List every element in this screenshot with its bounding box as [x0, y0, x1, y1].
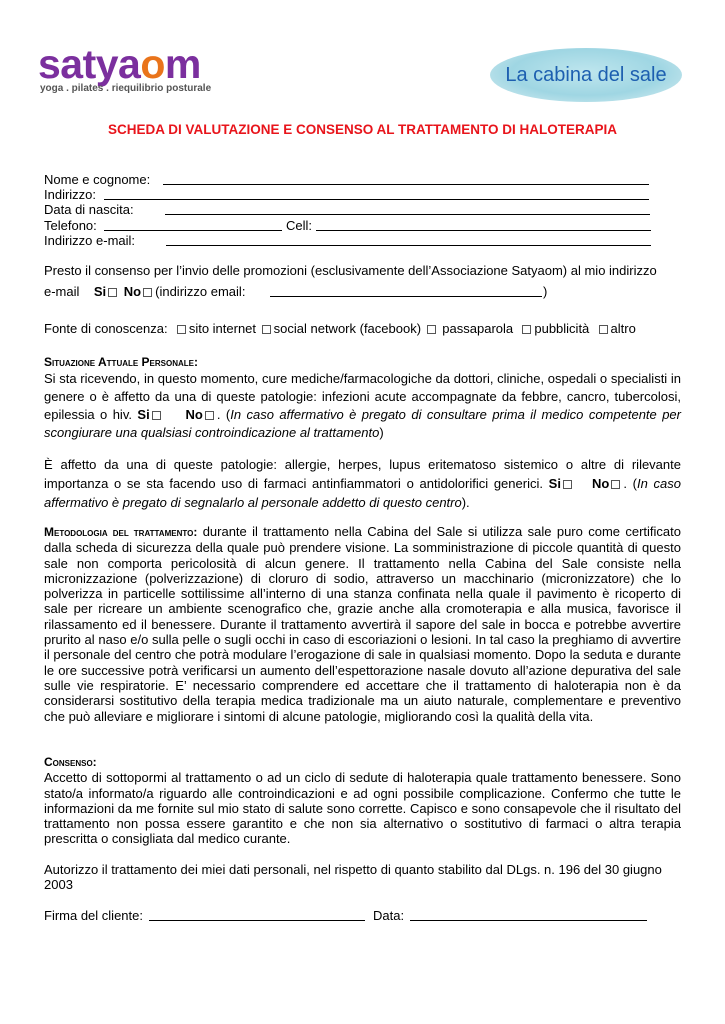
cabina-logo [490, 48, 682, 102]
promo-close-paren: ) [543, 284, 548, 299]
fonte-checkbox[interactable] [599, 325, 608, 334]
patologie-text: È affetto da una di queste patologie: allergie, herpes, lupus eritematoso sistemico o altre di rilevante importanza o se sta facendo uso di farmaci antinfiammatori o antidolorifici generici. [44, 457, 681, 491]
nascita-field[interactable] [165, 202, 650, 215]
patologie-section: È affetto da una di queste patologie: allergie, herpes, lupus eritematoso sistemico o altre di rilevante importanza o se sta facendo uso di farmaci antinfiammatori o antidolorifici generici. Si No . (In caso affermativo è pregato di segnalarlo al personale addetto di questo centro). [44, 457, 681, 510]
situazione-text: Si sta ricevendo, in questo momento, cure mediche/farmacologiche da dottori, cliniche, ospedali o specialisti in genere o è affetto da una di queste patologie: infezioni acute accompagnate da febbre, cancro, tubercolosi, epilessia o hiv. [44, 371, 681, 423]
satyaom-logo: satyaom [38, 41, 201, 87]
promo-text: Presto il consenso per l’invio delle promozioni (esclusivamente dell’Associazione Satyaom) al mio indirizzo [44, 263, 657, 278]
promo-no-label: No [123, 284, 142, 299]
promo-si-label: Si [93, 284, 107, 299]
logo-tagline: yoga . pilates . riequilibrio posturale [40, 83, 212, 94]
patologie-no-checkbox[interactable] [611, 480, 620, 489]
cell-field[interactable] [316, 218, 651, 231]
cabina-logo-text: La cabina del sale [505, 63, 667, 86]
fonte-row [44, 321, 636, 336]
fonte-option: passaparola [442, 321, 514, 336]
situazione-si-label: Si [137, 407, 150, 423]
promo-consent-row [44, 284, 245, 299]
fonte-option: sito internet [188, 321, 257, 336]
patologie-si-checkbox[interactable] [563, 480, 572, 489]
label-indirizzo: Indirizzo: [44, 187, 97, 202]
firma-label: Firma del cliente: [44, 908, 143, 923]
data-field[interactable] [410, 908, 647, 921]
label-telefono: Telefono: [44, 218, 97, 233]
label-nome: Nome e cognome: [44, 172, 151, 187]
situazione-no-checkbox[interactable] [205, 411, 214, 420]
situazione-heading: Situazione Attuale Personale: [44, 355, 199, 369]
fonte-option: altro [610, 321, 636, 336]
fonte-option: pubblicità [534, 321, 590, 336]
label-email: Indirizzo e-mail: [44, 233, 136, 248]
email-field[interactable] [166, 233, 651, 246]
fonte-option: social network (facebook) [273, 321, 422, 336]
metodologia-heading: Metodologia del trattamento: [44, 525, 198, 539]
label-cell: Cell: [286, 218, 313, 233]
metodologia-text: durante il trattamento nella Cabina del Sale si utilizza sale puro come certificato dalla scheda di sicurezza della quale può prendere visione. La somministrazione di piccole quantità di questo sale non comporta pericolosità di alcun genere. Il trattamento nella Cabina del Sale consiste nella micronizzazione (polverizzazione) di cloruro di sodio, attraverso un macchinario (micronizzatore) che lo polverizza in particelle sottilissime all’interno di una stanza confinata nella quale il pavimento è ricoperto di sale per ricreare un ambiente scenografico che, grazie anche alla cromoterapia e alla musica, favorisce il rilassamento ed il benessere. Durante il trattamento avvertirà il sapore del sale in bocca e potrebbe avvertire prurito al naso e/o sulla pelle o sugli occhi in caso di escoriazioni o lesioni. In tal caso la preghiamo di avvertire il personale del centro che potrà modulare l’erogazione di sale in qualsiasi momento. Dopo la seduta e durante le ore successive potrà verificarsi un aumento dell’espettorazione nasale dovuto all’azione depurativa del sale sulle vie respiratorie. E’ necessario comprendere ed accettare che il trattamento di haloterapia non è da considerarsi sostitutivo della terapia medica tradizionale ma un aiuto naturale, complementare e preventivo che può alleviare e migliorare i sintomi di alcune patologie, migliorando così la qualità della vita. [44, 524, 681, 724]
indirizzo-field[interactable] [104, 187, 649, 200]
situazione-section: Situazione Attuale Personale: Si sta ricevendo, in questo momento, cure mediche/farmacologiche da dottori, cliniche, ospedali o specialisti in genere o è affetto da una di queste patologie: infezioni acute accompagnate da febbre, cancro, tubercolosi, epilessia o hiv. Si No . (In caso affermativo è pregato di consultare prima il medico competente per scongiurare una qualsiasi controindicazione al trattamento) [44, 355, 681, 441]
data-label: Data: [373, 908, 405, 923]
patologie-no-label: No [592, 476, 610, 491]
fonte-checkbox[interactable] [262, 325, 271, 334]
promo-si-checkbox[interactable] [108, 288, 117, 297]
fonte-label: Fonte di conoscenza: [44, 321, 168, 336]
privacy-text: Autorizzo il trattamento dei miei dati personali, nel rispetto di quanto stabilito dal DLgs. n. 196 del 30 giugno 2003 [44, 862, 662, 893]
situazione-si-checkbox[interactable] [152, 411, 161, 420]
consenso-text: Accetto di sottopormi al trattamento o ad un ciclo di sedute di haloterapia quale trattamento benessere. Sono stato/a informato/a riguardo alle controindicazioni e ad ogni possibile complicazione. Confermo che tutte le informazioni da me fornite sul mio stato di salute sono corrette. Capisco e sono consapevole che il risultato del trattamento non possa essere garantito e che non sia alternativo o sostitutivo di farmaci o altra terapia prescritta o consigliata dal medico curante. [44, 770, 681, 847]
situazione-no-label: No [185, 407, 203, 423]
patologie-si-label: Si [548, 476, 561, 491]
firma-field[interactable] [149, 908, 365, 921]
fonte-checkbox[interactable] [177, 325, 186, 334]
promo-email-field[interactable] [270, 284, 542, 297]
promo-email-label: e-mail [44, 284, 80, 299]
metodologia-section [44, 524, 681, 724]
promo-addr-label: (indirizzo email: [155, 284, 246, 299]
consenso-heading: Consenso: [44, 755, 97, 769]
page-title: SCHEDA DI VALUTAZIONE E CONSENSO AL TRATTAMENTO DI HALOTERAPIA [107, 122, 617, 137]
situazione-note: In caso affermativo è pregato di consultare prima il medico competente per scongiurare una qualsiasi controindicazione al trattamento [44, 407, 681, 441]
label-nascita: Data di nascita: [44, 202, 134, 217]
telefono-field[interactable] [104, 218, 282, 231]
consenso-section [44, 755, 681, 847]
promo-no-checkbox[interactable] [143, 288, 152, 297]
patologie-note: In caso affermativo è pregato di segnalarlo al personale addetto di questo centro [44, 476, 681, 510]
fonte-checkbox[interactable] [522, 325, 531, 334]
nome-field[interactable] [163, 172, 649, 185]
fonte-checkbox[interactable] [427, 325, 436, 334]
